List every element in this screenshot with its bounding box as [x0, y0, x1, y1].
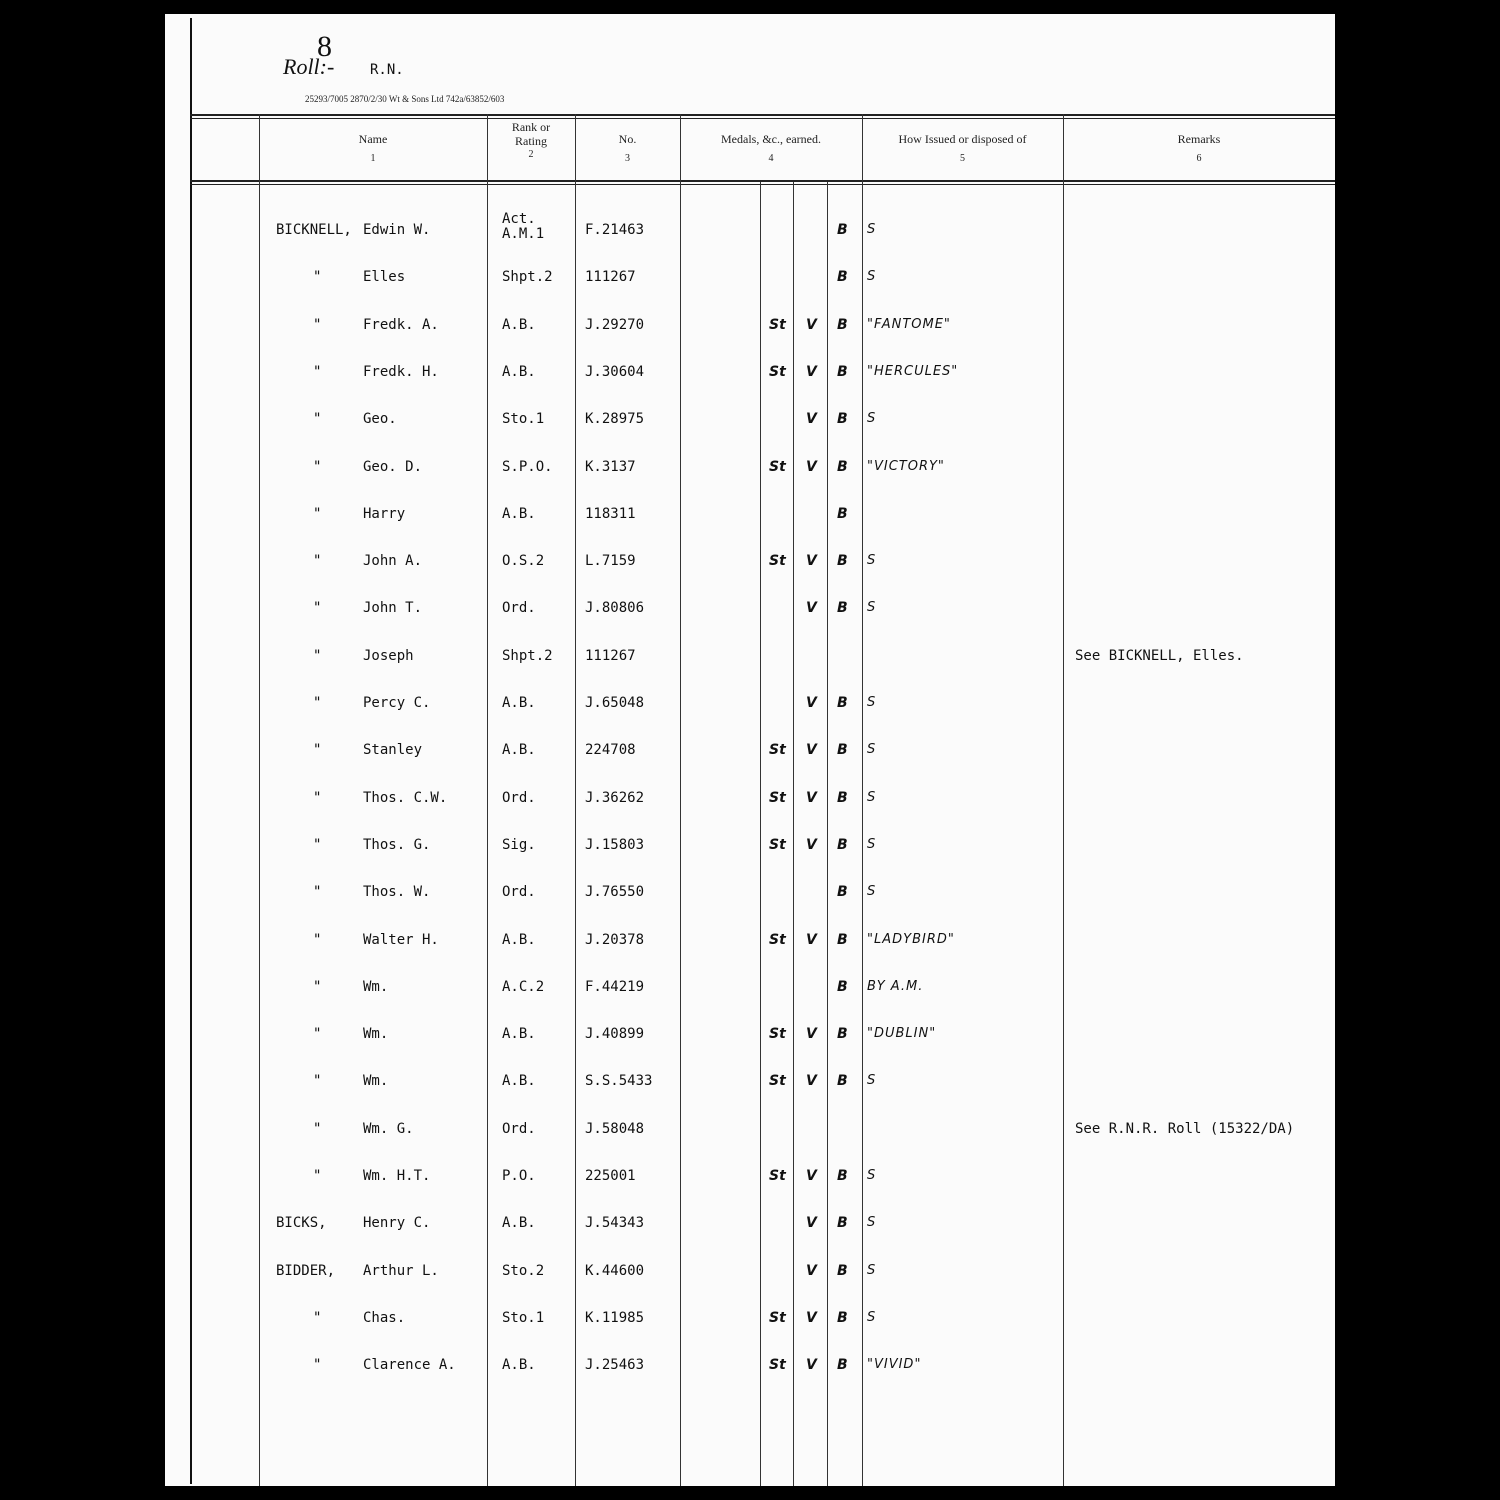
row-ditto: " — [313, 837, 322, 853]
row-medal-b: B — [837, 1310, 848, 1326]
header-rank-num: 2 — [528, 149, 534, 160]
row-number: 111267 — [585, 648, 636, 664]
row-number: K.3137 — [585, 459, 636, 475]
row-ditto: " — [313, 790, 322, 806]
row-ditto: " — [313, 317, 322, 333]
row-medal-b: B — [837, 742, 848, 758]
row-ditto: " — [313, 1357, 322, 1373]
row-given-name: Geo. D. — [363, 459, 423, 475]
row-given-name: Wm. — [363, 1073, 389, 1089]
row-given-name: Geo. — [363, 411, 397, 427]
row-issued: "HERCULES" — [867, 364, 959, 379]
row-ditto: " — [313, 364, 322, 380]
row-ditto: " — [313, 269, 322, 285]
row-ditto: " — [313, 932, 322, 948]
row-medal-v: V — [806, 790, 817, 806]
table-row — [165, 1073, 1335, 1097]
header-remarks-label: Remarks — [1177, 132, 1221, 146]
row-ditto: " — [313, 884, 322, 900]
header-no-label: No. — [618, 132, 637, 146]
table-row — [165, 790, 1335, 814]
row-number: J.36262 — [585, 790, 645, 806]
row-medal-v: V — [806, 837, 817, 853]
row-given-name: Joseph — [363, 648, 414, 664]
roll-service: R.N. — [370, 62, 404, 78]
table-row — [165, 553, 1335, 577]
row-medal-b: B — [837, 979, 848, 995]
roll-page — [165, 14, 1335, 1486]
row-medal-b: B — [837, 695, 848, 711]
row-issued: S — [867, 1073, 877, 1088]
table-row — [165, 1263, 1335, 1287]
row-rank: Act. A.M.1 — [502, 211, 545, 242]
row-surname: BICKNELL, — [276, 222, 352, 238]
row-given-name: Fredk. A. — [363, 317, 439, 333]
row-medal-v: V — [806, 932, 817, 948]
header-bottom-rule-thin — [190, 184, 1335, 185]
row-ditto: " — [313, 1073, 322, 1089]
table-row — [165, 1168, 1335, 1192]
row-number: J.80806 — [585, 600, 645, 616]
row-ditto: " — [313, 979, 322, 995]
row-medal-star: St — [769, 1168, 786, 1184]
row-rank: A.B. — [502, 364, 536, 380]
row-given-name: Wm. G. — [363, 1121, 414, 1137]
row-number: K.28975 — [585, 411, 645, 427]
header-top-rule-thin — [190, 118, 1335, 119]
row-given-name: Stanley — [363, 742, 423, 758]
row-medal-b: B — [837, 837, 848, 853]
row-ditto: " — [313, 1121, 322, 1137]
row-medal-b: B — [837, 553, 848, 569]
row-medal-b: B — [837, 790, 848, 806]
row-rank: Sto.1 — [502, 1310, 545, 1326]
header-medals-num: 4 — [768, 153, 774, 164]
row-medal-star: St — [769, 1357, 786, 1373]
row-ditto: " — [313, 506, 322, 522]
row-medal-v: V — [806, 1357, 817, 1373]
row-medal-star: St — [769, 837, 786, 853]
row-medal-v: V — [806, 1263, 817, 1279]
row-rank: A.C.2 — [502, 979, 545, 995]
row-medal-star: St — [769, 742, 786, 758]
row-rank: Sto.2 — [502, 1263, 545, 1279]
row-medal-star: St — [769, 459, 786, 475]
row-medal-v: V — [806, 553, 817, 569]
row-rank: O.S.2 — [502, 553, 545, 569]
row-given-name: Wm. — [363, 979, 389, 995]
row-number: J.30604 — [585, 364, 645, 380]
row-ditto: " — [313, 1310, 322, 1326]
row-medal-b: B — [837, 1215, 848, 1231]
row-rank: A.B. — [502, 506, 536, 522]
table-row — [165, 211, 1335, 246]
row-rank: Sto.1 — [502, 411, 545, 427]
row-surname: BIDDER, — [276, 1263, 336, 1279]
row-issued: "VIVID" — [867, 1357, 922, 1372]
row-rank: Shpt.2 — [502, 648, 553, 664]
row-number: L.7159 — [585, 553, 636, 569]
row-medal-v: V — [806, 364, 817, 380]
table-row — [165, 317, 1335, 341]
row-issued: "DUBLIN" — [867, 1026, 937, 1041]
row-given-name: Wm. — [363, 1026, 389, 1042]
table-row — [165, 1121, 1335, 1145]
roll-label: Roll:- — [283, 54, 335, 79]
row-rank: P.O. — [502, 1168, 536, 1184]
row-rank: Ord. — [502, 1121, 536, 1137]
row-remarks: See BICKNELL, Elles. — [1075, 648, 1244, 664]
row-rank: A.B. — [502, 742, 536, 758]
row-number: K.11985 — [585, 1310, 645, 1326]
row-issued: S — [867, 837, 877, 852]
row-ditto: " — [313, 459, 322, 475]
row-medal-b: B — [837, 506, 848, 522]
row-medal-b: B — [837, 1168, 848, 1184]
row-given-name: Thos. W. — [363, 884, 431, 900]
row-medal-v: V — [806, 411, 817, 427]
row-issued: S — [867, 1215, 877, 1230]
row-given-name: John T. — [363, 600, 423, 616]
table-row — [165, 459, 1335, 483]
row-medal-b: B — [837, 884, 848, 900]
row-medal-star: St — [769, 1310, 786, 1326]
row-ditto: " — [313, 648, 322, 664]
row-given-name: Elles — [363, 269, 406, 285]
row-medal-v: V — [806, 317, 817, 333]
header-issued-num: 5 — [960, 153, 965, 164]
row-medal-b: B — [837, 1026, 848, 1042]
row-rank: S.P.O. — [502, 459, 553, 475]
row-given-name: Wm. H.T. — [363, 1168, 431, 1184]
row-ditto: " — [313, 553, 322, 569]
row-medal-b: B — [837, 1263, 848, 1279]
row-issued: S — [867, 742, 877, 757]
row-ditto: " — [313, 1026, 322, 1042]
row-ditto: " — [313, 1168, 322, 1184]
header-remarks — [1063, 132, 1335, 166]
header-top-rule — [190, 114, 1335, 116]
table-row — [165, 1357, 1335, 1381]
row-number: F.21463 — [585, 222, 645, 238]
header-rank — [487, 120, 575, 162]
row-rank: Sig. — [502, 837, 536, 853]
row-number: J.20378 — [585, 932, 645, 948]
row-issued: S — [867, 222, 877, 237]
row-ditto: " — [313, 695, 322, 711]
row-medal-b: B — [837, 1073, 848, 1089]
table-row — [165, 1026, 1335, 1050]
row-medal-star: St — [769, 932, 786, 948]
row-medal-b: B — [837, 222, 848, 238]
header-no — [575, 132, 680, 166]
row-rank: Ord. — [502, 790, 536, 806]
row-medal-v: V — [806, 695, 817, 711]
row-given-name: Percy C. — [363, 695, 431, 711]
row-number: F.44219 — [585, 979, 645, 995]
row-medal-b: B — [837, 411, 848, 427]
row-medal-b: B — [837, 364, 848, 380]
row-medal-v: V — [806, 600, 817, 616]
row-medal-b: B — [837, 459, 848, 475]
row-medal-star: St — [769, 364, 786, 380]
header-name-label: Name — [358, 132, 388, 146]
row-issued: S — [867, 1310, 877, 1325]
row-number: 118311 — [585, 506, 636, 522]
row-rank: A.B. — [502, 317, 536, 333]
header-issued-label: How Issued or disposed of — [898, 132, 1027, 146]
row-given-name: Walter H. — [363, 932, 439, 948]
row-given-name: Thos. C.W. — [363, 790, 448, 806]
header-bottom-rule — [190, 180, 1335, 182]
row-given-name: John A. — [363, 553, 423, 569]
printer-line: 25293/7005 2870/2/30 Wt & Sons Ltd 742a/63852/603 — [305, 94, 505, 104]
header-remarks-num: 6 — [1196, 153, 1202, 164]
row-medal-b: B — [837, 1357, 848, 1373]
row-medal-b: B — [837, 317, 848, 333]
roll-number: 8 — [317, 30, 332, 63]
table-row — [165, 932, 1335, 956]
row-given-name: Fredk. H. — [363, 364, 439, 380]
row-medal-b: B — [837, 269, 848, 285]
row-medal-v: V — [806, 1168, 817, 1184]
table-row — [165, 648, 1335, 672]
row-issued: S — [867, 553, 877, 568]
table-row — [165, 742, 1335, 766]
row-number: J.65048 — [585, 695, 645, 711]
row-number: J.54343 — [585, 1215, 645, 1231]
row-issued: S — [867, 884, 877, 899]
table-row — [165, 506, 1335, 530]
row-remarks: See R.N.R. Roll (15322/DA) — [1075, 1121, 1295, 1137]
row-medal-star: St — [769, 553, 786, 569]
table-row — [165, 837, 1335, 861]
header-name-num: 1 — [370, 153, 376, 164]
row-given-name: Harry — [363, 506, 406, 522]
table-row — [165, 884, 1335, 908]
row-number: J.25463 — [585, 1357, 645, 1373]
row-given-name: Clarence A. — [363, 1357, 456, 1373]
row-number: J.29270 — [585, 317, 645, 333]
header-rank-label: Rank or Rating — [511, 120, 551, 148]
row-medal-star: St — [769, 790, 786, 806]
row-given-name: Thos. G. — [363, 837, 431, 853]
table-row — [165, 1215, 1335, 1239]
row-medal-star: St — [769, 1026, 786, 1042]
row-given-name: Edwin W. — [363, 222, 431, 238]
row-rank: Ord. — [502, 884, 536, 900]
row-given-name: Arthur L. — [363, 1263, 439, 1279]
row-rank: Ord. — [502, 600, 536, 616]
row-medal-b: B — [837, 932, 848, 948]
row-number: J.15803 — [585, 837, 645, 853]
row-medal-b: B — [837, 600, 848, 616]
table-row — [165, 1310, 1335, 1334]
row-rank: A.B. — [502, 1073, 536, 1089]
row-issued: "VICTORY" — [867, 459, 945, 474]
row-issued: S — [867, 790, 877, 805]
row-issued: S — [867, 695, 877, 710]
row-rank: Shpt.2 — [502, 269, 553, 285]
row-medal-star: St — [769, 317, 786, 333]
row-number: 225001 — [585, 1168, 636, 1184]
row-given-name: Henry C. — [363, 1215, 431, 1231]
table-row — [165, 979, 1335, 1003]
row-ditto: " — [313, 600, 322, 616]
row-number: S.S.5433 — [585, 1073, 653, 1089]
row-issued: "FANTOME" — [867, 317, 951, 332]
row-rank: A.B. — [502, 932, 536, 948]
row-rank: A.B. — [502, 695, 536, 711]
row-number: J.58048 — [585, 1121, 645, 1137]
row-medal-v: V — [806, 1026, 817, 1042]
table-row — [165, 269, 1335, 293]
row-issued: BY A.M. — [867, 979, 924, 994]
row-medal-star: St — [769, 1073, 786, 1089]
table-row — [165, 364, 1335, 388]
row-issued: "LADYBIRD" — [867, 932, 955, 947]
header-medals — [680, 132, 862, 166]
row-surname: BICKS, — [276, 1215, 327, 1231]
row-rank: A.B. — [502, 1026, 536, 1042]
header-name — [259, 132, 487, 166]
row-ditto: " — [313, 742, 322, 758]
row-number: J.40899 — [585, 1026, 645, 1042]
row-number: J.76550 — [585, 884, 645, 900]
row-issued: S — [867, 1263, 877, 1278]
row-medal-v: V — [806, 742, 817, 758]
row-ditto: " — [313, 411, 322, 427]
header-no-num: 3 — [625, 153, 630, 164]
row-issued: S — [867, 411, 877, 426]
row-issued: S — [867, 600, 877, 615]
row-medal-v: V — [806, 1215, 817, 1231]
row-number: 111267 — [585, 269, 636, 285]
row-given-name: Chas. — [363, 1310, 406, 1326]
table-row — [165, 695, 1335, 719]
row-issued: S — [867, 269, 877, 284]
table-row — [165, 600, 1335, 624]
row-rank: A.B. — [502, 1215, 536, 1231]
header-issued — [862, 132, 1063, 166]
row-issued: S — [867, 1168, 877, 1183]
row-rank: A.B. — [502, 1357, 536, 1373]
row-medal-v: V — [806, 1310, 817, 1326]
row-number: 224708 — [585, 742, 636, 758]
table-row — [165, 411, 1335, 435]
row-medal-v: V — [806, 1073, 817, 1089]
row-number: K.44600 — [585, 1263, 645, 1279]
row-medal-v: V — [806, 459, 817, 475]
header-medals-label: Medals, &c., earned. — [721, 132, 821, 146]
